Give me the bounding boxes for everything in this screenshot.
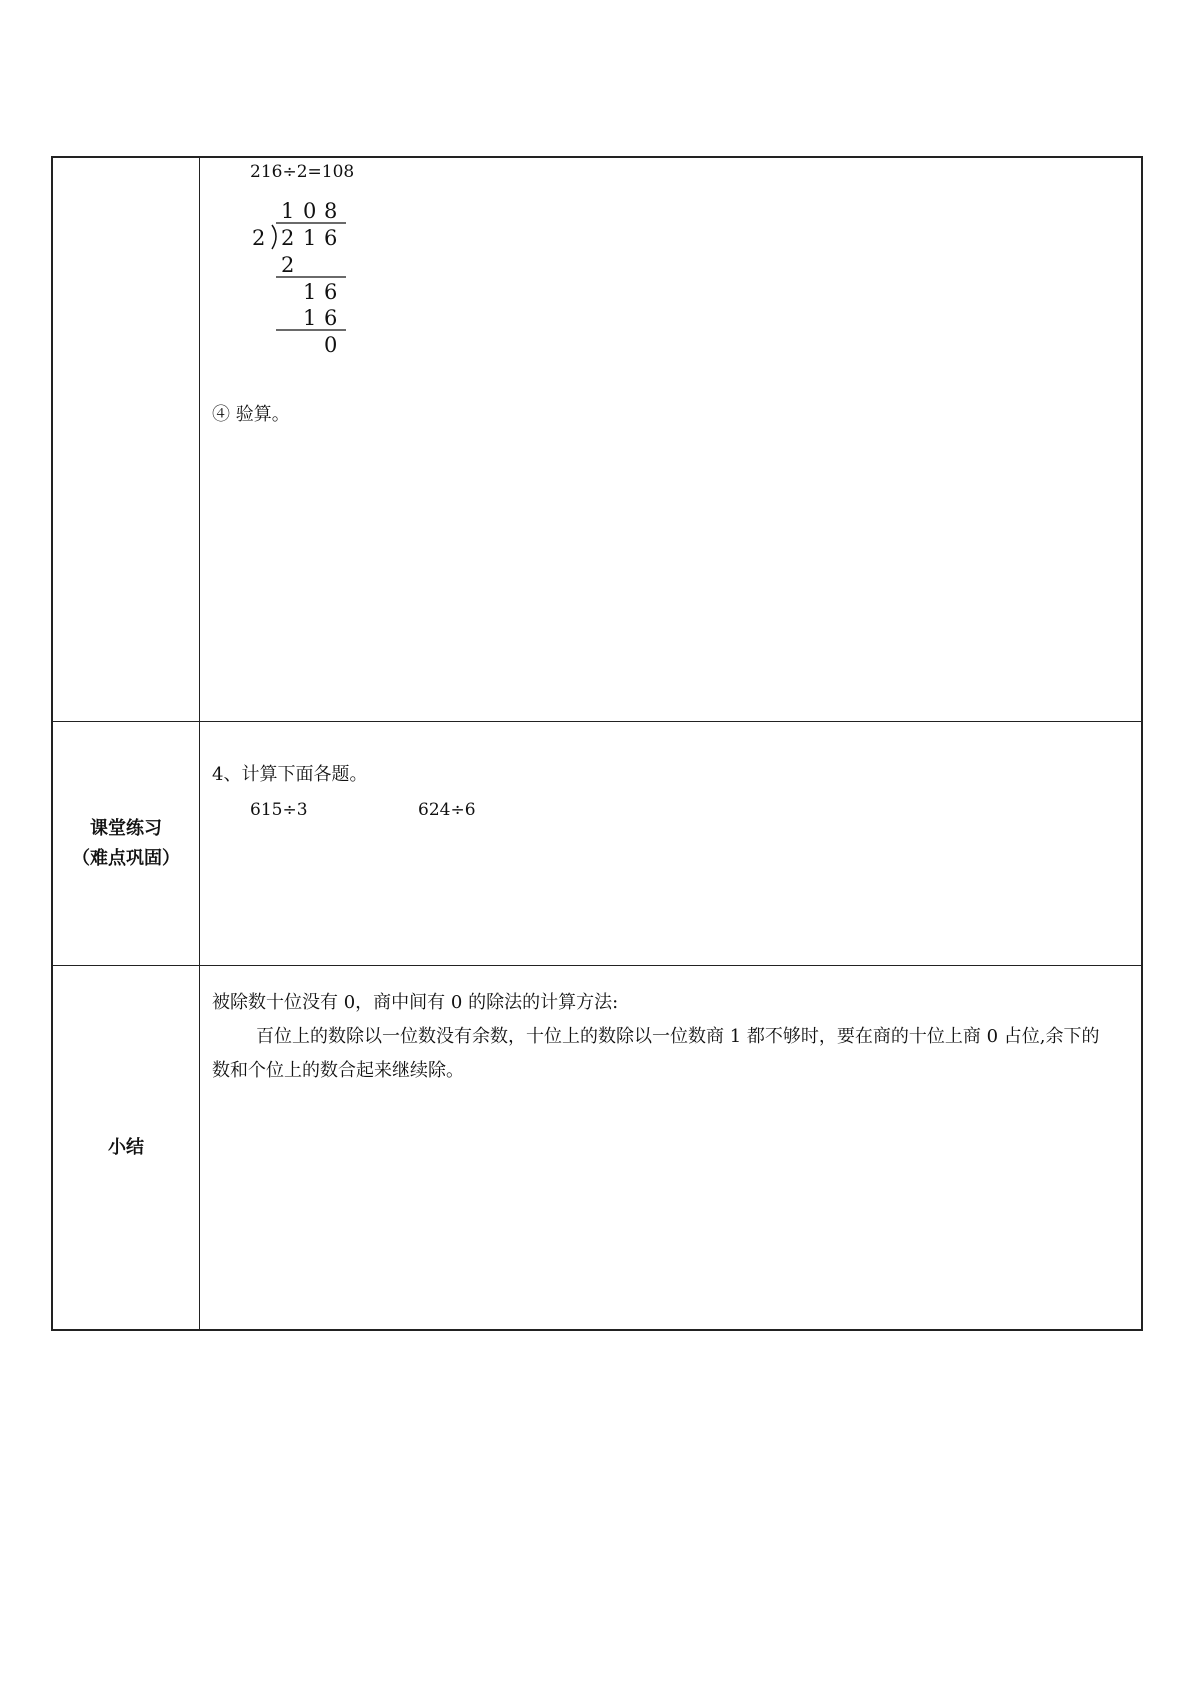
summary-content [200,966,1143,1331]
row-practice [52,722,1142,966]
divisor: 2 [252,226,266,250]
dividend-digit-3: 6 [324,226,338,250]
long-division-diagram [248,196,368,356]
lesson-table [51,156,1143,1331]
step3-digit-1: 1 [303,306,317,330]
quotient-digit-3: 8 [324,199,338,223]
division-equation: 216÷2=108 [250,162,355,182]
practice-question-1: 615÷3 [250,800,308,820]
division-bracket [272,225,276,249]
practice-content [200,722,1143,966]
step3-digit-2: 6 [324,306,338,330]
label-summary: 小结 [52,966,200,1331]
step2-digit-2: 6 [324,280,338,304]
dividend-digit-1: 2 [281,226,295,250]
worked-example-content [200,157,1143,722]
label-practice [52,722,200,966]
summary-heading: 被除数十位没有 0，商中间有 0 的除法的计算方法: [212,992,619,1013]
practice-question-2: 624÷6 [418,800,476,820]
dividend-digit-2: 1 [303,226,317,250]
quotient-digit-1: 1 [281,199,295,223]
quotient-digit-2: 0 [303,199,317,223]
step2-digit-1: 1 [303,280,317,304]
check-step-text: ④ 验算。 [212,404,290,425]
row-worked-example [52,157,1142,722]
summary-text [212,986,1112,1088]
label-worked-example [52,157,200,722]
remainder: 0 [324,333,338,356]
row-summary [52,966,1142,1331]
summary-body: 百位上的数除以一位数没有余数，十位上的数除以一位数商 1 都不够时，要在商的十位上商 0 占位,余下的数和个位上的数合起来继续除。 [212,1026,1100,1081]
practice-title: 4、计算下面各题。 [212,764,368,785]
label-practice-line2: （难点巩固） [72,847,180,869]
label-practice-line1: 课堂练习 [90,817,162,839]
step1-product: 2 [281,253,295,277]
